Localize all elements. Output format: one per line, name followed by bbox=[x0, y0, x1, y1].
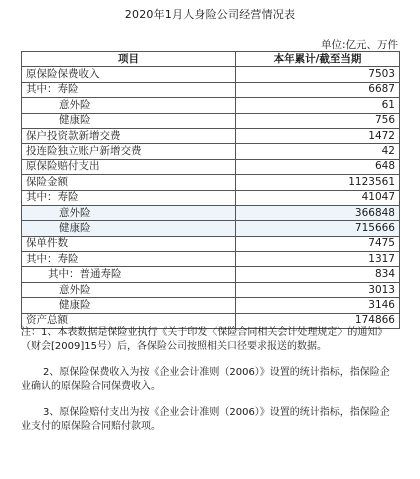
unit-label: 单位:亿元、万件 bbox=[320, 39, 398, 51]
row-label: 意外险 bbox=[22, 205, 236, 220]
row-value: 834 bbox=[236, 267, 400, 282]
table-row bbox=[22, 82, 400, 97]
notes-section bbox=[21, 326, 399, 446]
row-label: 其中：普通寿险 bbox=[22, 267, 236, 282]
row-label: 其中：寿险 bbox=[22, 82, 236, 97]
column-header-value: 本年累计/截至当期 bbox=[236, 52, 400, 67]
row-label: 健康险 bbox=[22, 221, 236, 236]
row-label: 保单件数 bbox=[22, 236, 236, 251]
table-row bbox=[22, 67, 400, 82]
row-value: 42 bbox=[236, 144, 400, 159]
row-value: 41047 bbox=[236, 190, 400, 205]
table-row bbox=[22, 221, 400, 236]
row-value: 6687 bbox=[236, 82, 400, 97]
row-value: 1317 bbox=[236, 252, 400, 267]
row-label: 其中：寿险 bbox=[22, 252, 236, 267]
row-label: 健康险 bbox=[22, 298, 236, 313]
row-label: 意外险 bbox=[22, 282, 236, 297]
table-row bbox=[22, 113, 400, 128]
table-row bbox=[22, 159, 400, 174]
table-row bbox=[22, 282, 400, 297]
row-label: 健康险 bbox=[22, 113, 236, 128]
row-value: 756 bbox=[236, 113, 400, 128]
row-label: 保险金额 bbox=[22, 175, 236, 190]
table-row bbox=[22, 205, 400, 220]
row-label: 投连险独立账户新增交费 bbox=[22, 144, 236, 159]
report-table bbox=[21, 51, 400, 329]
row-value: 174866 bbox=[236, 313, 400, 328]
table-header-row bbox=[22, 52, 400, 67]
row-value: 61 bbox=[236, 98, 400, 113]
table-row bbox=[22, 267, 400, 282]
note-2: 2、原保险保费收入为按《企业会计准则（2006）》设置的统计指标，指保险企业确认的原保险合同保费收入。 bbox=[21, 367, 390, 392]
note-3: 3、原保险赔付支出为按《企业会计准则（2006）》设置的统计指标，指保险企业支付的原保险合同赔付款项。 bbox=[21, 407, 390, 432]
note-1: 注：1、本表数据是保险业执行《关于印发〈保险合同相关会计处理规定〉的通知》（财会[2009]15号）后，各保险公司按照相关口径要求报送的数据。 bbox=[21, 327, 388, 352]
row-label: 意外险 bbox=[22, 98, 236, 113]
row-value: 1472 bbox=[236, 128, 400, 143]
table-row bbox=[22, 190, 400, 205]
row-label: 其中：寿险 bbox=[22, 190, 236, 205]
row-label: 资产总额 bbox=[22, 313, 236, 328]
table-row bbox=[22, 98, 400, 113]
row-value: 715666 bbox=[236, 221, 400, 236]
row-value: 648 bbox=[236, 159, 400, 174]
table-row bbox=[22, 236, 400, 251]
row-value: 7503 bbox=[236, 67, 400, 82]
column-header-item: 项目 bbox=[22, 52, 236, 67]
table-row bbox=[22, 175, 400, 190]
row-value: 366848 bbox=[236, 205, 400, 220]
row-label: 保户投资款新增交费 bbox=[22, 128, 236, 143]
row-label: 原保险赔付支出 bbox=[22, 159, 236, 174]
row-value: 3146 bbox=[236, 298, 400, 313]
report-title: 2020年1月人身险公司经营情况表 bbox=[124, 8, 296, 21]
table-row bbox=[22, 252, 400, 267]
row-value: 3013 bbox=[236, 282, 400, 297]
row-value: 7475 bbox=[236, 236, 400, 251]
row-label: 原保险保费收入 bbox=[22, 67, 236, 82]
table-row bbox=[22, 128, 400, 143]
table-row bbox=[22, 144, 400, 159]
row-value: 1123561 bbox=[236, 175, 400, 190]
table-row bbox=[22, 298, 400, 313]
